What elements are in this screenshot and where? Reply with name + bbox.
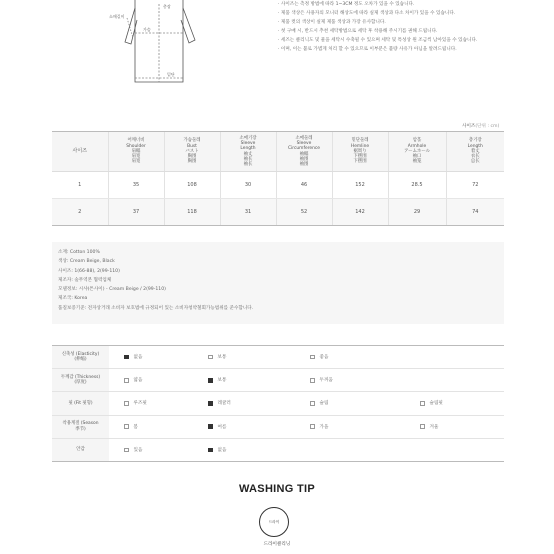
attribute-option-label: 슬림 [319,401,329,407]
attribute-option [310,369,333,391]
size-value-cell: 118 [164,199,220,226]
info-color: 색상: Cream Beige, Black [58,259,115,265]
unchecked-box-icon [310,401,315,406]
note-line: · 이며, 이는 불로 가볍게 처리 할 수 있으므로 이부분은 불량 사유가 아님을 알려드립니다. [278,47,457,52]
size-header-text: 袖围 [299,161,309,167]
size-header-text: Circumference [287,146,321,152]
unchecked-box-icon [124,448,129,453]
size-header-text: 소매기장 [239,135,257,141]
attribute-option-label: 좋음 [319,355,329,361]
info-material: 소재: Cotton 100% [58,250,100,255]
attribute-label [52,346,109,368]
size-header-text: 어깨너비 [127,138,145,144]
checked-box-icon [208,401,213,406]
size-header-text: 总长 [470,159,480,165]
checked-box-icon [208,448,213,453]
attribute-option [310,392,328,414]
attribute-option-label: 얇음 [133,378,143,384]
size-value-cell: 30 [220,172,276,199]
attribute-label-text: 신축성 (Elasticity) [61,351,100,357]
attribute-option [124,346,142,368]
size-header-text: 袖幅 [299,151,309,157]
attribute-option [208,346,226,368]
attribute-option-label: 레귤러 [217,401,231,407]
size-header-text: 袖丈 [243,151,253,157]
size-value-cell: 142 [332,199,388,226]
attribute-label-text: (厚度) [74,380,87,386]
unchecked-box-icon [124,378,129,383]
size-header-text: Length [240,146,256,152]
size-label-cell: 2 [52,199,108,226]
checked-box-icon [208,424,213,429]
attribute-label-text: 핏 (Fit 핏형) [68,400,93,406]
attribute-label-text: 안감 [76,447,85,453]
attribute-option-label: 루즈핏 [133,401,147,407]
attribute-option-label: 가을 [319,424,329,430]
sketch-length-label: 총장 [163,4,171,9]
attribute-row [52,369,504,392]
size-header-text: 胸围 [187,154,197,160]
size-header-text: 袖口 [412,154,422,160]
size-header-row [52,132,504,172]
attribute-option [208,369,226,391]
checked-box-icon [208,378,213,383]
size-header-text: 肩宽 [131,154,141,160]
unchecked-box-icon [124,424,129,429]
attribute-option-label: 보통 [217,355,227,361]
attribute-option-label: 슬림핏 [429,401,443,407]
size-notes [278,0,508,54]
attribute-label [52,369,109,391]
size-table-caption [462,123,499,129]
size-column-header [332,132,388,172]
size-header-text: 下摆围 [353,159,367,165]
attribute-option [124,392,147,414]
attribute-label [52,392,109,414]
size-column-header [108,132,164,172]
attribute-option [420,392,443,414]
size-header-text: Length [467,143,483,149]
sketch-sleeve-label: 소매길이 [109,14,125,19]
attribute-row [52,439,504,462]
attribute-option [208,416,226,438]
attribute-option [310,416,328,438]
size-table [52,131,504,226]
size-header-text: 衣长 [470,154,480,160]
info-maker: 제조자: 숲무역본 협력업체 [58,277,112,283]
checked-box-icon [124,355,129,360]
unchecked-box-icon [310,378,315,383]
attribute-option-label: 없음 [133,355,143,361]
dry-clean-icon [259,507,289,537]
sketch-hem-label: 밑단 [167,72,175,77]
attribute-option [124,416,138,438]
unchecked-box-icon [208,355,213,360]
size-value-cell: 52 [276,199,332,226]
size-value-cell: 37 [108,199,164,226]
size-header-text: 袖笼 [412,159,422,165]
note-line: · 사이즈는 측정 방법에 따라 1~3CM 정도 오차가 있을 수 있습니다. [278,2,415,7]
size-header-text: 袖长 [243,161,253,167]
attribute-option-label: 없음 [217,447,227,453]
size-header-text: 가슴둘레 [183,138,201,144]
size-header-text: バスト [185,148,199,154]
attribute-option [124,439,142,461]
info-warranty: 품질보증기준: 전자상거래 소비자 보호법에 규정되어 있는 소비자청약철회가능범위를 준수합니다. [58,305,254,311]
size-header-text: 소매둘레 [295,135,313,141]
attribute-row [52,416,504,439]
size-value-cell: 29 [388,199,446,226]
size-column-header [388,132,446,172]
note-line: · 세즈는 클리닉도 및 물을 세탁시 수축될 수 있으며 세탁 및 특성상 원 조금씩 남아있을 수 있습니다. [278,38,478,43]
attribute-option [208,439,226,461]
unchecked-box-icon [420,424,425,429]
size-caption-unit: (단위 : cm) [475,124,500,129]
attribute-option [208,392,231,414]
washing-label: 드라이클리닝 [263,542,291,547]
unchecked-box-icon [420,401,425,406]
attribute-table [52,345,504,462]
attribute-label-text: 季节) [75,426,86,432]
size-value-cell: 72 [446,172,504,199]
attribute-option [124,369,142,391]
size-label-cell: 1 [52,172,108,199]
sketch-chest-label: 가슴 [143,27,151,32]
size-header-text: 下摆围 [353,154,367,160]
size-header-text: 袖围 [299,156,309,162]
size-header-text: 着丈 [470,148,480,154]
attribute-option [420,416,438,438]
size-row [52,199,504,226]
size-value-cell: 74 [446,199,504,226]
unchecked-box-icon [310,424,315,429]
size-value-cell: 28.5 [388,172,446,199]
garment-sketch [95,0,225,90]
attribute-option-label: 봄 [133,424,138,430]
size-column-header [446,132,504,172]
unchecked-box-icon [310,355,315,360]
info-size: 사이즈: 1(66-88), 2(99-110) [58,268,120,274]
note-line: · 제품 색상은 사용자의 모니터 해상도에 따라 실제 색상과 다소 차이가 있을 수 있습니다. [278,11,456,16]
attribute-option-label: 보통 [217,378,227,384]
size-row [52,172,504,199]
size-header-text: 胸围 [187,159,197,165]
attribute-label-text: (伸缩) [74,357,87,363]
attribute-option-label: 있음 [133,447,143,453]
size-header-text: 袖长 [243,156,253,162]
size-column-header [220,132,276,172]
product-info-box [52,242,504,324]
attribute-row [52,346,504,369]
note-line: · 제품 컷의 색상이 실제 제품 색상과 가장 유사합니다. [278,20,386,25]
attribute-label-text: 두께감 (Thickness) [60,375,101,381]
attribute-label [52,439,109,461]
size-header-text: 사이즈 [72,147,87,154]
size-header-text: Sleeve [296,141,312,147]
info-model: 모델정보: 시샤(튼사이) - Cream Beige / 2(99-110) [58,287,166,293]
size-header-text: 裾周り [353,148,367,154]
size-column-header [52,132,108,172]
size-caption-title: 사이즈 [462,124,476,129]
size-column-header [276,132,332,172]
attribute-label-text: 착용계절 (Season [62,421,99,427]
size-value-cell: 31 [220,199,276,226]
dry-clean-icon-text: 드라이 [268,519,280,524]
note-line: · 첫 구매 시, 반드시 추천 세탁방법으로 세탁 후 착용해 주시기를 권해 드립니다. [278,29,438,34]
size-value-cell: 152 [332,172,388,199]
size-value-cell: 35 [108,172,164,199]
info-country: 제조국: Korea [58,296,88,302]
size-header-text: Shoulder [126,143,146,149]
attribute-option-label: 여름 [217,424,227,430]
washing-tip-title: WASHING TIP [238,483,316,495]
attribute-option-label: 두꺼움 [319,378,333,384]
size-header-text: Sleeve [240,141,256,147]
size-header-text: 肩宽 [131,159,141,165]
attribute-option [310,346,328,368]
size-header-text: 밑단둘레 [351,138,369,144]
size-header-text: Armhole [407,143,427,149]
attribute-label [52,416,109,438]
size-header-text: 총기장 [468,138,482,144]
size-header-text: 암홀 [412,138,422,144]
size-header-text: Hemline [350,143,370,149]
size-header-text: 肩幅 [131,148,141,154]
size-value-cell: 108 [164,172,220,199]
unchecked-box-icon [124,401,129,406]
attribute-option-label: 겨울 [429,424,439,430]
attribute-row [52,392,504,415]
size-column-header [164,132,220,172]
size-header-text: アームホール [403,148,431,154]
size-header-text: Bust [187,143,197,149]
size-value-cell: 46 [276,172,332,199]
